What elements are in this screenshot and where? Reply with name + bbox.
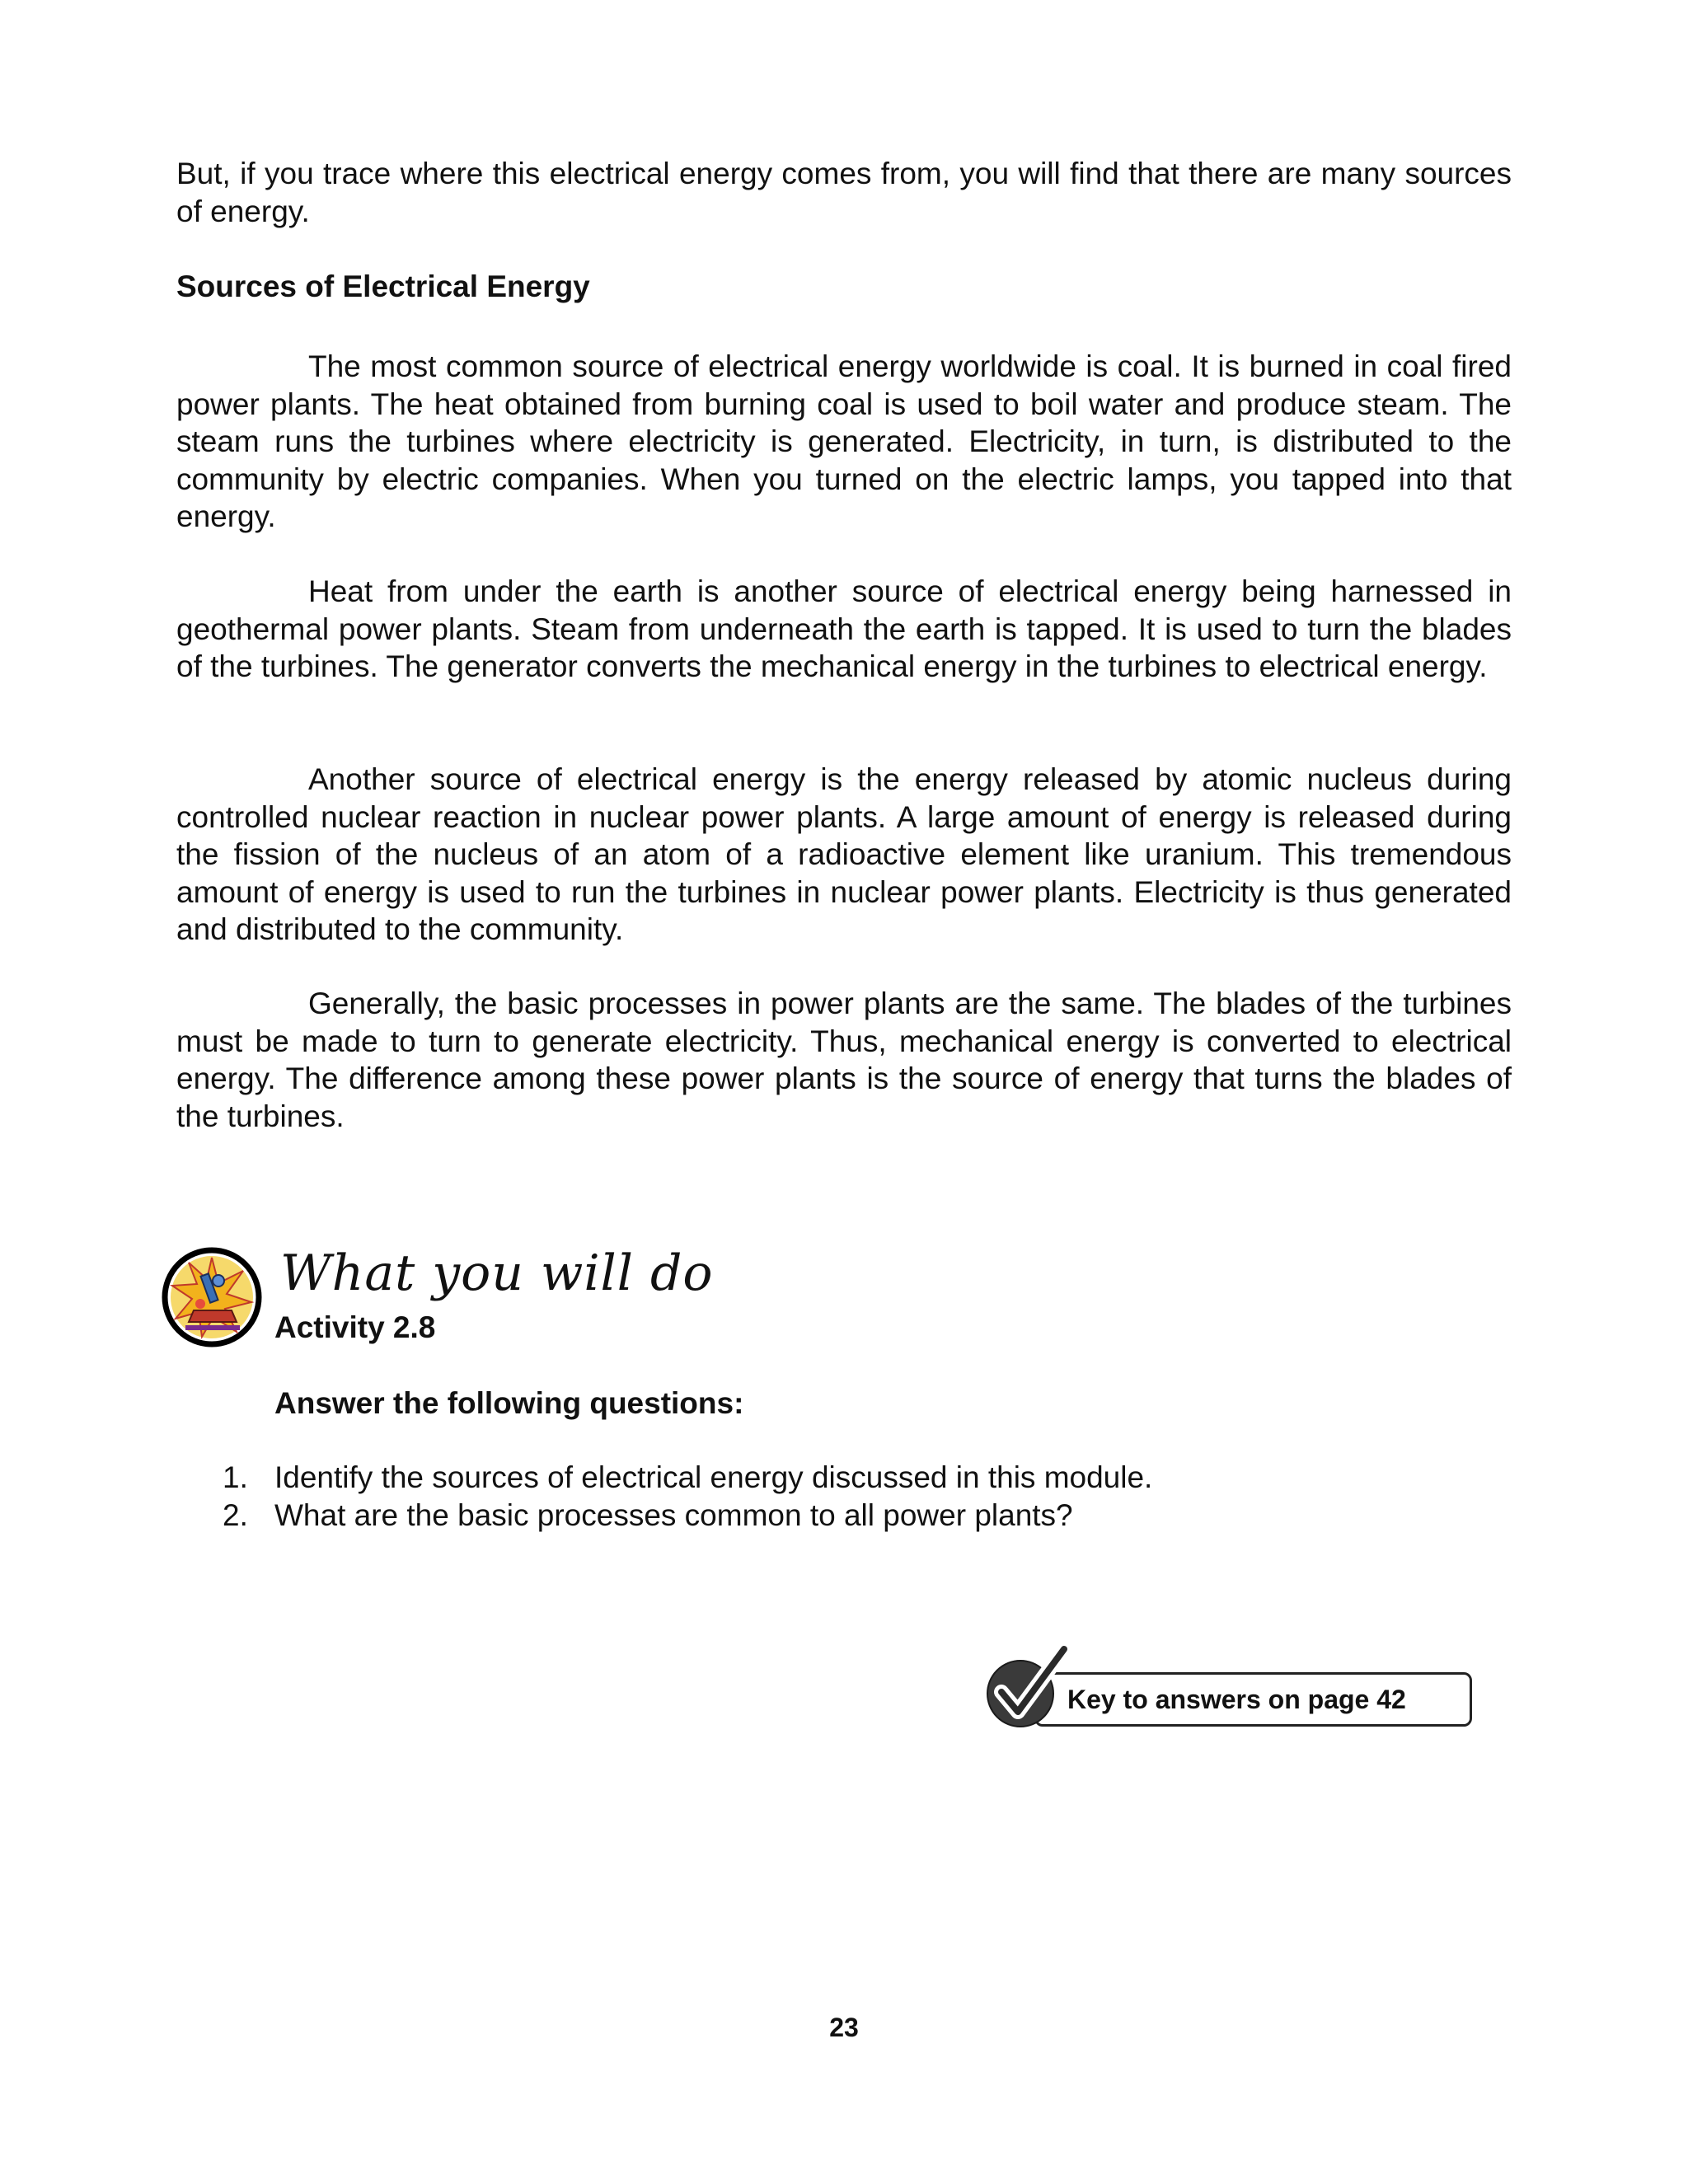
paragraph-processes: Generally, the basic processes in power plants are the same. The blades of the turbines must be made to turn to generate electricity. Thus, mechanical energy is converted to electrical energy. The difference among these power plants is the source of energy that turns the blades of the turbines. — [176, 987, 1512, 1133]
question-number: 1. — [223, 1460, 248, 1494]
question-list — [223, 1459, 1152, 1534]
intro-paragraph: But, if you trace where this electrical energy comes from, you will find that there are many sources of energy. — [176, 157, 1512, 228]
paragraph-geothermal: Heat from under the earth is another source of electrical energy being harnessed in geothermal power plants. Steam from underneath the earth is tapped. It is used to turn the blades of the turbines. The generator converts the mechanical energy in the turbines to electrical energy. — [176, 574, 1512, 683]
list-item — [223, 1497, 1152, 1535]
activity-label: Activity 2.8 — [274, 1310, 436, 1344]
paragraph-nuclear: Another source of electrical energy is the energy released by atomic nucleus during controlled nuclear reaction in nuclear power plants. A large amount of energy is released during the fission of the nucleus of an atom of a radioactive element like uranium. This tremendous amount of energy is used to run the turbines in nuclear power plants. Electricity is thus generated and distributed to the community. — [176, 762, 1512, 946]
question-number: 2. — [223, 1497, 248, 1532]
section-heading: Sources of Electrical Energy — [176, 269, 590, 303]
answer-key-callout — [985, 1644, 1479, 1735]
list-item — [223, 1459, 1152, 1497]
section-title-what-you-will-do: What you will do — [280, 1244, 714, 1302]
question-text: Identify the sources of electrical energy discussed in this module. — [274, 1460, 1153, 1494]
answer-key-label: Key to answers on page 42 — [1067, 1685, 1406, 1714]
science-lab-icon — [161, 1246, 264, 1349]
checkmark-icon — [985, 1644, 1076, 1735]
page-number: 23 — [829, 2013, 859, 2042]
question-text: What are the basic processes common to all power plants? — [274, 1497, 1073, 1532]
activity-instruction: Answer the following questions: — [274, 1386, 744, 1420]
paragraph-coal: The most common source of electrical energy worldwide is coal. It is burned in coal fired power plants. The heat obtained from burning coal is used to boil water and produce steam. The steam runs the turbines where electricity is generated. Electricity, in turn, is distributed to the community by electric companies. When you turned on the electric lamps, you tapped into that energy. — [176, 349, 1512, 533]
